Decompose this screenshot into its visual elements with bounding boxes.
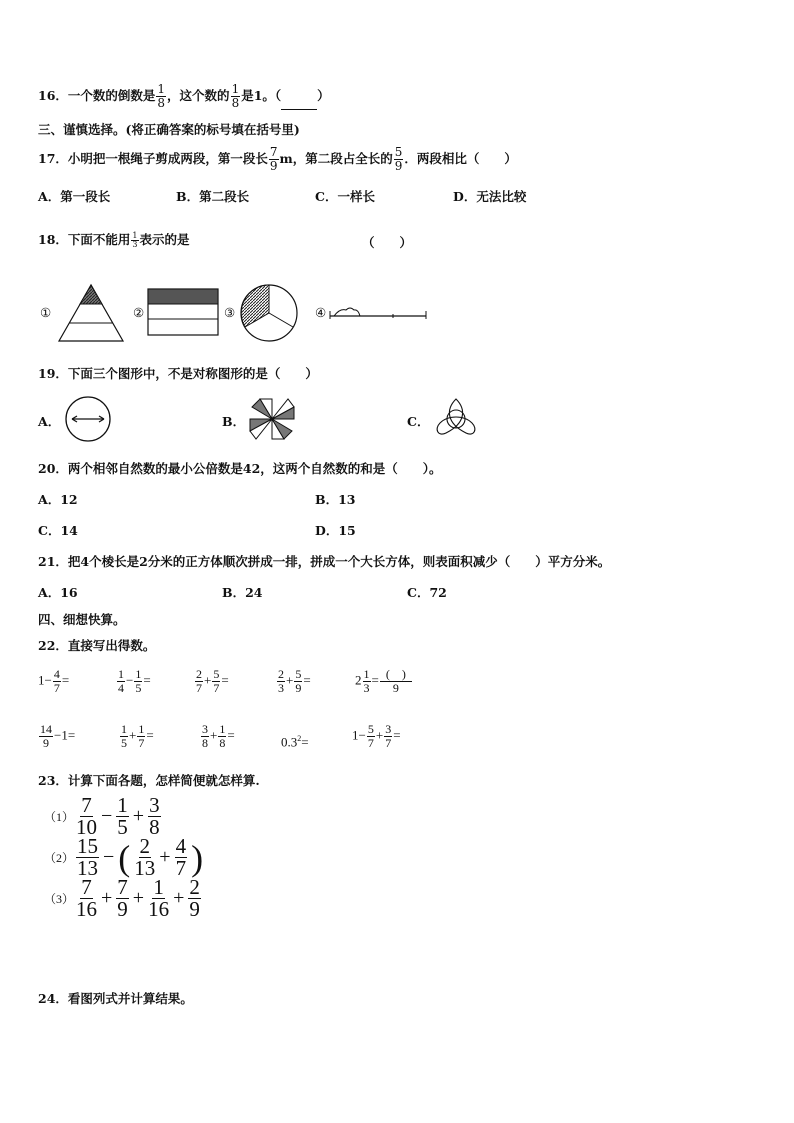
- calc-item[interactable]: $0.3^2=$: [281, 734, 309, 750]
- option-b[interactable]: B．: [222, 414, 246, 429]
- calc-item[interactable]: 1− $\frac{5}{7}$ + $\frac{3}{7}$ =: [352, 722, 401, 750]
- fraction: $\frac{1}{8}$: [231, 82, 240, 110]
- calc-problem-3[interactable]: （3） $\frac{7}{16}$ + $\frac{7}{9}$ + $\frac{1}{16}$ + $\frac{2}{9}$: [44, 875, 200, 921]
- trefoil-icon[interactable]: [432, 395, 480, 441]
- option-a[interactable]: A．16: [38, 585, 78, 600]
- question-20: 20．两个相邻自然数的最小公倍数是42，这两个自然数的和是（ ）。: [38, 461, 442, 476]
- calc-item[interactable]: $\frac{2}{7}$ + $\frac{5}{7}$ =: [196, 667, 229, 695]
- fraction: $\frac{5}{9}$: [394, 145, 403, 173]
- option-a[interactable]: A．12: [38, 492, 78, 507]
- calc-item[interactable]: $\frac{3}{8}$ + $\frac{1}{8}$ =: [202, 722, 235, 750]
- circle-arrow-icon[interactable]: [62, 394, 114, 444]
- circle-figure[interactable]: [238, 283, 300, 343]
- question-22: 22．直接写出得数。: [38, 638, 156, 653]
- fraction: $\frac{7}{9}$: [269, 145, 278, 173]
- question-19: 19．下面三个图形中，不是对称图形的是（ ）: [38, 366, 318, 381]
- calc-item[interactable]: 2 $\frac{1}{3}$ = $\frac{( )}{9}$: [355, 668, 413, 695]
- calc-problem-1[interactable]: （1） $\frac{7}{10}$ − $\frac{1}{5}$ + $\frac{3}{8}$: [44, 793, 160, 839]
- question-24: 24．看图列式并计算结果。: [38, 991, 193, 1006]
- fraction: $\frac{1}{8}$: [157, 82, 166, 110]
- option-b[interactable]: B．13: [315, 492, 356, 507]
- option-b[interactable]: B．24: [222, 585, 263, 600]
- calc-item[interactable]: $\frac{2}{3}$ + $\frac{5}{9}$ =: [278, 667, 311, 695]
- figure-label-3: ③: [224, 305, 236, 320]
- question-16: 16．一个数的倒数是 $\frac{1}{8}$ ，这个数的 $\frac{1}{8}$ 是1。（ ）: [38, 82, 330, 110]
- pinwheel-icon[interactable]: [248, 397, 296, 441]
- option-b[interactable]: B．第二段长: [176, 189, 250, 204]
- calc-problem-2[interactable]: （2） $\frac{15}{13}$ − ( $\frac{2}{13}$ + $\frac{4}{7}$ ): [44, 834, 204, 880]
- figure-label-1: ①: [40, 305, 52, 320]
- answer-blank[interactable]: [281, 97, 317, 110]
- option-c[interactable]: C．72: [407, 585, 447, 600]
- option-a[interactable]: A．第一段长: [38, 189, 111, 204]
- calc-item[interactable]: $\frac{1}{5}$ + $\frac{1}{7}$ =: [121, 722, 154, 750]
- option-c[interactable]: C．: [407, 414, 430, 429]
- question-18: 18．下面不能用 $\frac{1}{3}$ 表示的是: [38, 231, 190, 249]
- fraction: $\frac{1}{3}$: [132, 231, 138, 249]
- figure-label-4: ④: [315, 305, 327, 320]
- answer-paren[interactable]: （ ）: [362, 235, 413, 250]
- calc-item[interactable]: 1− $\frac{4}{7}$ =: [38, 667, 70, 695]
- question-17: 17．小明把一根绳子剪成两段，第一段长 $\frac{7}{9}$ m，第二段占全长的 $\frac{5}{9}$ ．两段相比（ ）: [38, 145, 517, 173]
- question-23: 23．计算下面各题，怎样简便就怎样算.: [38, 773, 260, 788]
- section-4-heading: 四、细想快算。: [38, 612, 126, 627]
- triangle-figure[interactable]: [56, 283, 126, 343]
- option-c[interactable]: C．一样长: [315, 189, 375, 204]
- option-d[interactable]: D．15: [315, 523, 356, 538]
- option-a[interactable]: A．: [38, 414, 61, 429]
- rectangle-figure[interactable]: [147, 288, 219, 336]
- line-segment-figure[interactable]: [328, 302, 428, 322]
- figure-label-2: ②: [133, 305, 145, 320]
- option-d[interactable]: D．无法比较: [453, 189, 527, 204]
- section-3-heading: 三、谨慎选择。(将正确答案的标号填在括号里): [38, 122, 300, 137]
- question-21: 21．把4个棱长是2分米的正方体顺次拼成一排，拼成一个大长方体，则表面积减少（ ）平方分米。: [38, 554, 611, 569]
- calc-item[interactable]: $\frac{1}{4}$ − $\frac{1}{5}$ =: [118, 667, 151, 695]
- calc-item[interactable]: $\frac{14}{9}$ −1=: [40, 722, 76, 750]
- option-c[interactable]: C．14: [38, 523, 78, 538]
